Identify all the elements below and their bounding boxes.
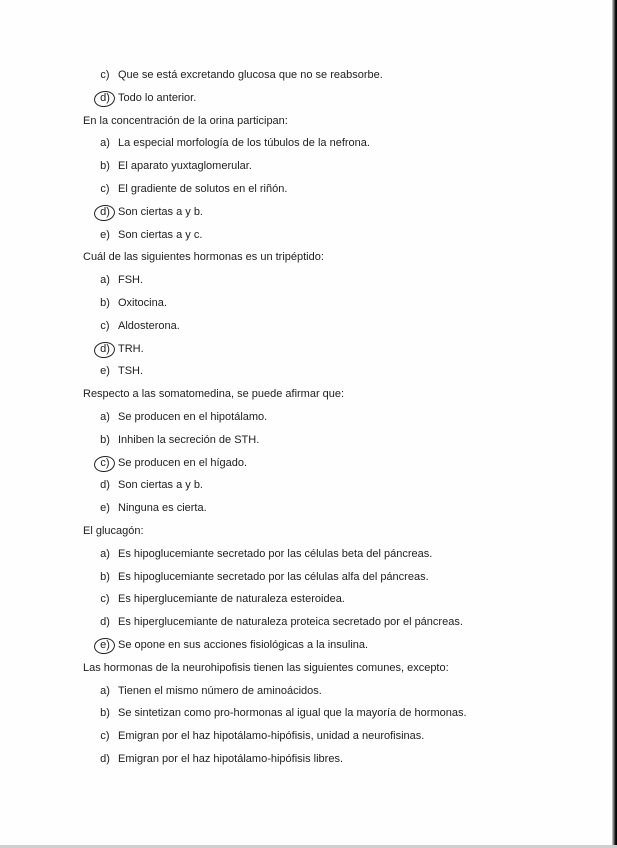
option-letter: a) xyxy=(100,137,110,150)
option-text: Tienen el mismo número de aminoácidos. xyxy=(118,684,322,697)
answer-option xyxy=(0,64,612,87)
option-text: Inhiben la secreción de STH. xyxy=(118,433,260,446)
answer-option xyxy=(0,315,612,338)
question-text: Las hormonas de la neurohipofisis tienen las siguientes comunes, excepto: xyxy=(83,661,449,674)
question-list xyxy=(0,64,612,771)
option-letter: c) xyxy=(100,730,110,743)
option-letter: a) xyxy=(100,684,110,697)
option-letter: b) xyxy=(100,296,110,309)
option-letter: c) xyxy=(100,319,110,332)
option-letter: b) xyxy=(100,570,110,583)
answer-option xyxy=(0,497,612,520)
answer-option xyxy=(0,588,612,611)
option-text: La especial morfología de los túbulos de la nefrona. xyxy=(118,137,370,150)
option-text: Es hiperglucemiante de naturaleza proteica secretado por el páncreas. xyxy=(118,616,463,629)
option-letter: b) xyxy=(100,707,110,720)
answer-option xyxy=(0,429,612,452)
answer-option xyxy=(0,406,612,429)
option-text: TSH. xyxy=(118,365,144,378)
option-letter-circled: d) xyxy=(98,201,112,224)
scan-edge xyxy=(612,0,617,848)
question-text: Respecto a las somatomedina, se puede afirmar que: xyxy=(83,388,345,401)
option-letter-circled: d) xyxy=(98,87,112,110)
option-letter: e) xyxy=(100,228,110,241)
answer-option xyxy=(0,611,612,634)
option-letter: a) xyxy=(100,274,110,287)
answer-option xyxy=(0,224,612,247)
option-text: Se producen en el hipotálamo. xyxy=(118,410,268,423)
answer-option xyxy=(0,748,612,771)
option-text: Emigran por el haz hipotálamo-hipófisis libres. xyxy=(118,752,343,765)
option-letter-circled: e) xyxy=(98,634,112,657)
answer-option xyxy=(0,292,612,315)
answer-option xyxy=(0,543,612,566)
option-letter-circled: d) xyxy=(98,338,112,361)
option-letter: d) xyxy=(100,479,110,492)
question-text: El glucagón: xyxy=(83,524,144,537)
option-text: Se sintetizan como pro-hormonas al igual que la mayoría de hormonas. xyxy=(118,707,467,720)
answer-option-circled xyxy=(0,338,612,361)
answer-option xyxy=(0,269,612,292)
option-letter: e) xyxy=(100,365,110,378)
answer-option xyxy=(0,702,612,725)
option-text: Que se está excretando glucosa que no se reabsorbe. xyxy=(118,69,383,81)
option-letter: c) xyxy=(100,182,110,195)
option-letter: b) xyxy=(100,160,110,173)
answer-option-circled xyxy=(0,87,612,110)
answer-option-circled xyxy=(0,452,612,475)
option-text: Emigran por el haz hipotálamo-hipófisis, unidad a neurofisinas. xyxy=(118,730,425,743)
option-text: Oxitocina. xyxy=(118,296,167,309)
answer-option xyxy=(0,725,612,748)
question-text: En la concentración de la orina participan: xyxy=(83,114,288,127)
answer-option xyxy=(0,178,612,201)
option-text: Se opone en sus acciones fisiológicas a la insulina. xyxy=(118,638,369,651)
answer-option xyxy=(0,566,612,589)
option-letter: d) xyxy=(100,616,110,629)
option-text: Ninguna es cierta. xyxy=(118,502,207,515)
answer-option xyxy=(0,132,612,155)
option-letter: c) xyxy=(100,69,110,81)
question-text: Cuál de las siguientes hormonas es un tripéptido: xyxy=(83,251,324,264)
option-letter: d) xyxy=(100,752,110,765)
answer-option xyxy=(0,360,612,383)
option-text: Es hiperglucemiante de naturaleza esteroidea. xyxy=(118,593,345,606)
answer-option xyxy=(0,474,612,497)
answer-option xyxy=(0,680,612,703)
option-text: TRH. xyxy=(118,342,144,355)
option-text: Son ciertas a y c. xyxy=(118,228,203,241)
option-letter: a) xyxy=(100,547,110,560)
option-text: Es hipoglucemiante secretado por las células beta del páncreas. xyxy=(118,547,433,560)
option-text: Son ciertas a y b. xyxy=(118,205,203,218)
option-text: Es hipoglucemiante secretado por las células alfa del páncreas. xyxy=(118,570,429,583)
answer-option-circled xyxy=(0,634,612,657)
option-text: El gradiente de solutos en el riñón. xyxy=(118,182,288,195)
option-letter: a) xyxy=(100,410,110,423)
option-letter: e) xyxy=(100,502,110,515)
option-text: FSH. xyxy=(118,274,144,287)
option-text: Son ciertas a y b. xyxy=(118,479,203,492)
option-text: El aparato yuxtaglomerular. xyxy=(118,160,252,173)
option-text: Se producen en el hígado. xyxy=(118,456,248,469)
option-letter: b) xyxy=(100,433,110,446)
option-text: Aldosterona. xyxy=(118,319,180,332)
answer-option xyxy=(0,155,612,178)
answer-option-circled xyxy=(0,201,612,224)
option-letter-circled: c) xyxy=(98,452,112,475)
option-text: Todo lo anterior. xyxy=(118,91,197,104)
option-letter: c) xyxy=(100,593,110,606)
